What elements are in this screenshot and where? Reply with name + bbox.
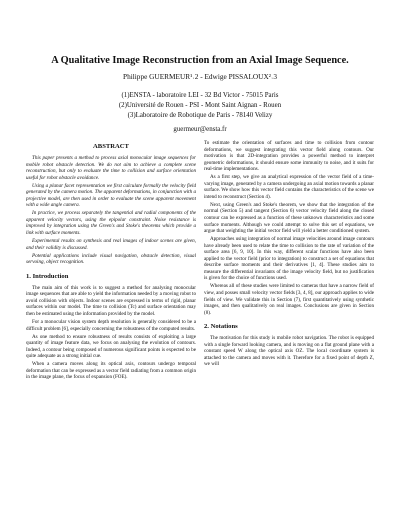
abstract-body	[26, 155, 196, 266]
introduction-heading: 1. Introduction	[26, 272, 69, 280]
abstract-paragraph: In practice, we process separately the tangential and radial components of the apparent velocity vectors, using the epipolar constraint. Noise resistance is improved by integration using the Green's and Stoke's theorems which provide a link with surface moments.	[26, 210, 196, 237]
body-paragraph: Whereas all of these studies were limited to cameras that have a narrow field of view, and posses small velocity vector fields [3, 4, 8], our approach applies to wide fields of view. We validate this in Section (7), first quantitatively using synthetic images, and then qualitatively on real images. Conclusions are given in Section (8).	[204, 283, 374, 316]
intro-paragraph: The main aim of this work is to suggest a method for analysing monocular image sequences that are able to yield the information needed by a moving robot to avoid collision with objects. Indoor scenes are expressed in terms of rigid, planar surfaces within our model. The time to collision (Tc) and surface orientation may then be estimated using the information provided by the model.	[26, 284, 196, 317]
paper-authors: Philippe GUERMEUR¹˒2 - Edwige PISSALOUX²˒3	[123, 72, 277, 81]
abstract-heading: ABSTRACT	[93, 143, 129, 150]
right-column	[204, 140, 374, 515]
abstract-paragraph: Potential applications include visual navigation, obstacle detection, visual servoing, object recognition.	[26, 252, 196, 266]
paper-title: A Qualitative Image Reconstruction from an Axial Image Sequence.	[51, 55, 349, 66]
body-paragraph: Next, using Green's and Stoke's theorem, we show that the integration of the normal (Section 5) and tangent (Section 6) vector velocity field along the closed contour can be expressed as a function of these unknown characteristics and some surface moments. Although we could attempt to solve this set of equations, we argue that weighting the initial vector field will yield a better conditioned system.	[204, 201, 374, 235]
affiliation-1: (1)ENSTA - laboratoire LEI - 32 Bd Victor - 75015 Paris	[121, 92, 279, 99]
notations-paragraph: The motivation for this study is mobile robot navigation. The robot is equipped with a single forward looking camera, and is moving on a flat ground plane with a constant speed W along the optical axis OZ. The local coordinate system is attached to the camera and moves with it. Therefore for a fixed point of depth Z, we will	[204, 335, 374, 368]
left-column	[26, 140, 196, 515]
abstract-paragraph: This paper presents a method to process axial monocular image sequences for mobile robot obstacle detection. We do not aim to achieve a complete scene reconstruction, but only to evaluate the time to collision and surface orientation useful for robot obstacle avoidance.	[26, 155, 196, 181]
abstract-paragraph: Using a planar facet representation we first calculate formally the velocity field generated by the camera motion. The apparent deformations, in conjunction with a projective model, are then used in order to evaluate the scene apparent movement with a wide angle camera.	[26, 182, 196, 209]
author-email[interactable]: guermeur@ensta.fr	[173, 126, 227, 133]
abstract-paragraph: Experimental results on synthesis and real images of indoor scenes are given, and their validity is discussed.	[26, 238, 196, 251]
body-paragraph: As a first step, we give an analytical expression of the vector field of a time-varying image, generated by a camera undergoing an axial motion towards a planar surface. We show how this vector field contains the characteristics of the scene we intend to reconstruct (Section 4).	[204, 174, 374, 200]
intro-paragraph: As one method to ensure robustness of results consists of exploiting a large quantity of image feature data, we focus on analysing the evolution of contours. Indeed, a contour being composed of numerous significant points is expected to be quite adequate as a strong initial cue.	[26, 333, 196, 360]
intro-paragraph: When a camera moves along its optical axis, contours undergo temporal deformation that can be expressed as a vector field radiating from a common origin in the image plane, the focus of expansion (FOE).	[26, 361, 196, 381]
body-paragraph: Approaches using integration of normal image velocities around image contours have already been used to relate the time to collision to the rate of variation of the surface area [6, 9, 10]. In this way, different scalar functions have also been applied to the vector field (prior to integration) to construct a set of equations that describe surface moments and their derivatives [1, 4]. These studies aim to measure the differential invariants of the image velocity field, but no justification is given for the choice of functions used.	[204, 236, 374, 282]
affiliation-3: (3)Laboratoire de Robotique de Paris - 78140 Velizy	[127, 112, 273, 119]
notations-heading: 2. Notations	[204, 323, 238, 331]
intro-paragraph: For a monocular vision system depth resolution is generally considered to be a difficult problem [6], especially concerning the robustness of the computed results.	[26, 318, 196, 332]
body-paragraph: To estimate the orientation of surfaces and time to collision from contour deformations, we suggest integrating this vector field along contours. Our motivation is that 2D-integration provides a powerful method to interpret geometric deformations, it should ensure some immunity to noise, and it suits for real-time implementations.	[204, 140, 374, 173]
affiliation-2: (2)Université de Rouen - PSI - Mont Saint Aignan - Rouen	[118, 102, 282, 109]
